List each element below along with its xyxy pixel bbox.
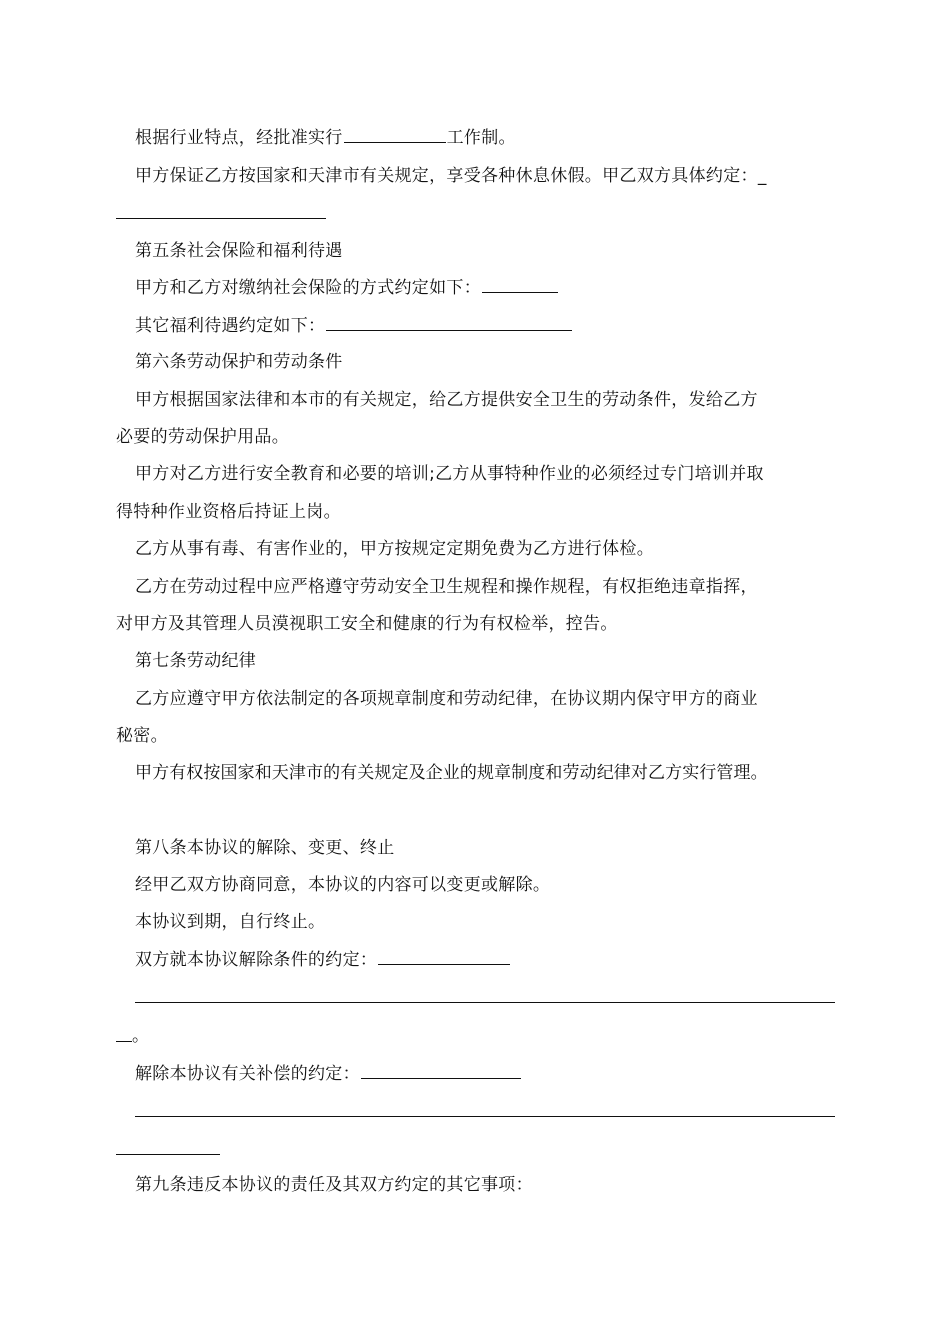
- work-system-text: 根据行业特点，经批准实行: [135, 128, 343, 148]
- compensation-line: [135, 1062, 522, 1086]
- termination-conditions-blank-long: [135, 1002, 835, 1003]
- social-insurance-text: 甲方和乙方对缴纳社会保险的方式约定如下：: [135, 278, 481, 298]
- work-system-line: [135, 126, 516, 150]
- rest-leave-blank: [116, 218, 326, 219]
- safety-training-line-2: 得特种作业资格后持证上岗。: [116, 502, 341, 522]
- article-8-heading: 第八条本协议的解除、变更、终止: [135, 838, 395, 858]
- welfare-line: [135, 314, 573, 338]
- rest-leave-line: [135, 164, 767, 188]
- compensation-blank-long: [135, 1116, 835, 1117]
- compensation-blank: [361, 1062, 521, 1079]
- safety-training-line-1: 甲方对乙方进行安全教育和必要的培训;乙方从事特种作业的必须经过专门培训并取: [135, 464, 764, 484]
- modification-line: 经甲乙双方协商同意，本协议的内容可以变更或解除。: [135, 875, 551, 895]
- discipline-line-2: 秘密。: [116, 726, 168, 746]
- discipline-line-1: 乙方应遵守甲方依法制定的各项规章制度和劳动纪律，在协议期内保守甲方的商业: [135, 689, 758, 709]
- health-check-line: 乙方从事有毒、有害作业的，甲方按规定定期免费为乙方进行体检。: [135, 539, 654, 559]
- work-system-blank: [344, 126, 446, 143]
- article-7-heading: 第七条劳动纪律: [135, 651, 257, 671]
- termination-conditions-line: [135, 948, 511, 972]
- labor-conditions-line-2: 必要的劳动保护用品。: [116, 427, 289, 447]
- work-system-suffix: 工作制。: [446, 128, 516, 148]
- termination-conditions-blank: [378, 948, 510, 965]
- safety-rules-line-2: 对甲方及其管理人员漠视职工安全和健康的行为有权检举，控告。: [116, 614, 618, 634]
- rest-leave-text: 甲方保证乙方按国家和天津市有关规定，享受各种休息休假。甲乙双方具体约定：: [135, 166, 758, 186]
- management-line: 甲方有权按国家和天津市的有关规定及企业的规章制度和劳动纪律对乙方实行管理。: [135, 763, 768, 783]
- social-insurance-blank: [482, 276, 558, 293]
- rest-leave-tail: _: [757, 166, 767, 186]
- compensation-text: 解除本协议有关补偿的约定：: [135, 1064, 360, 1084]
- article-9-heading: 第九条违反本协议的责任及其双方约定的其它事项：: [135, 1175, 533, 1195]
- termination-conditions-blank-end: [116, 1041, 132, 1042]
- article-5-heading: 第五条社会保险和福利待遇: [135, 241, 343, 261]
- social-insurance-line: [135, 276, 559, 300]
- welfare-text: 其它福利待遇约定如下：: [135, 316, 326, 336]
- labor-conditions-line-1: 甲方根据国家法律和本市的有关规定，给乙方提供安全卫生的劳动条件，发给乙方: [135, 390, 758, 410]
- termination-conditions-period: 。: [132, 1026, 150, 1046]
- welfare-blank: [326, 314, 572, 331]
- safety-rules-line-1: 乙方在劳动过程中应严格遵守劳动安全卫生规程和操作规程，有权拒绝违章指挥，: [135, 577, 758, 597]
- compensation-blank-end: [116, 1154, 220, 1155]
- termination-conditions-text: 双方就本协议解除条件的约定：: [135, 950, 378, 970]
- expiry-line: 本协议到期，自行终止。: [135, 912, 326, 932]
- article-6-heading: 第六条劳动保护和劳动条件: [135, 352, 343, 372]
